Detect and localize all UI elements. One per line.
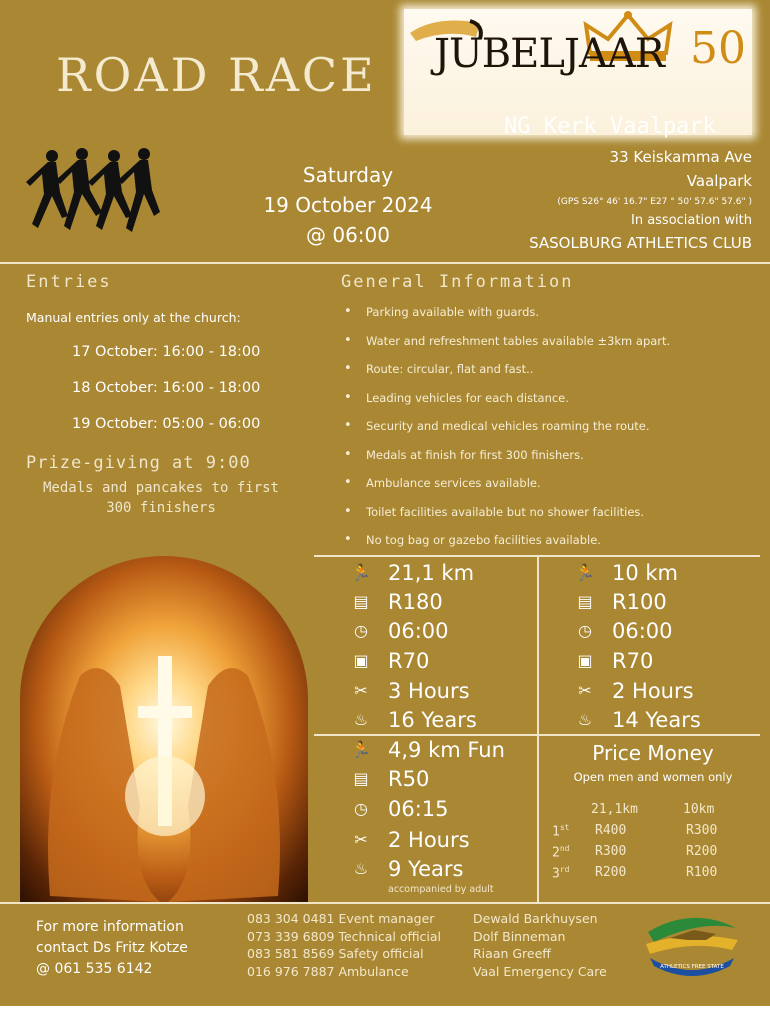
- entries-note: Manual entries only at the church:: [26, 310, 241, 325]
- price-cell: R300: [595, 844, 627, 859]
- event-day: Saturday: [302, 163, 394, 187]
- list-item: • No tog bag or gazebo facilities available.: [344, 526, 670, 555]
- phone-line: 083 304 0481 Event manager: [247, 911, 435, 926]
- list-item: • Toilet facilities available but no shower facilities.: [344, 498, 670, 527]
- contact-name: Vaal Emergency Care: [473, 963, 607, 979]
- general-info-heading: General Information: [341, 272, 574, 292]
- flyer: ROAD RACE JUBELJAAR 50 NG Kerk Vaalpark Saturday 19 October 2024 @ 06:00 33 Keiskamma Ave Vaalpark (GPS S26° 46' 16.7" E27 ° 50' 57.6" 57.6" ) In association with SASOLBURG ATHLETICS CLUB Entries Manual entries only at the church: 17 October: 16:00 - 18:00 18 October: 16:00 - 18:00 19 October: 05:00 - 06:00 Prize-giving at 9:00 Medals and pancakes to first 300 finishers General Information • Parking available with guards. • Water and refreshment tables available ±3km apart. • Route: circular, flat and fast.. • Leading vehicles for each distance. • Security and medical vehicles roaming the route. • Medals at finish for first 300 finishers. • Ambulance services available. • Toilet facilities available but no shower facilities. • No tog bag or gazebo facilities available. 🏃 21,1 km ▤ R180 ◷ 06:00 ▣ R70 ✂ 3 Hours ♨ 16 Years 🏃 10 km ▤ R100 ◷ 06:00 ▣ R70 ✂ 2 Hours ♨ 14 Years 🏃 4,9 km Fun ▤ R50 ◷ 06:15 ✂ 2 Hours ♨ 9 Years accompanied by adult Price Money Open men and women only 21,1km 10km 1st R400 R300 2nd R300 R200 3rd R200 R100 For more information contact Ds Fritz Kotze @ 061 535 6142 083 304 0481 Event manager 073 339 6809 Technical official 083 581 8569 Safety official 016 976 7887 Ambulance Dewald Barkhuysen Dolf Binneman Riaan Greeff Vaal Emergency Care ATHLETICS FREE STATE: [0, 0, 770, 1006]
- entry-slot: 18 October: 16:00 - 18:00: [72, 380, 261, 396]
- price-column-header: 10km: [683, 802, 715, 817]
- place-label: 1st: [552, 823, 570, 840]
- scissors-icon: ✂: [578, 681, 592, 700]
- general-info-list: [344, 298, 670, 555]
- page-title: ROAD RACE: [56, 48, 377, 102]
- scissors-icon: ✂: [354, 681, 368, 700]
- prize-line: Medals and pancakes to first: [42, 480, 279, 496]
- license-icon: ▣: [577, 651, 593, 670]
- money-icon: ▤: [353, 769, 369, 788]
- price-cell: R400: [595, 823, 627, 838]
- address-block: [529, 145, 752, 255]
- prize-giving-text: [26, 478, 296, 518]
- logo-number: 50: [690, 23, 746, 74]
- scissors-icon: ✂: [354, 830, 368, 849]
- event-date: 19 October 2024: [263, 193, 433, 217]
- list-item: • Ambulance services available.: [344, 469, 670, 498]
- price-money-subheading: Open men and women only: [573, 770, 733, 784]
- phone-line: 016 976 7887 Ambulance: [247, 963, 409, 979]
- list-item: • Route: circular, flat and fast..: [344, 355, 670, 384]
- praying-hands-image: [20, 556, 308, 902]
- badge-text: ATHLETICS FREE STATE: [660, 964, 724, 970]
- contact-line: @ 061 535 6142: [36, 961, 153, 977]
- runner-icon: 🏃: [575, 563, 595, 582]
- contact-info: [36, 917, 188, 980]
- association-text: In association with: [630, 213, 752, 228]
- price-cell: R200: [686, 844, 718, 859]
- price-cell: R100: [686, 865, 718, 880]
- prize-line: 300 finishers: [106, 500, 216, 516]
- money-icon: ▤: [577, 592, 593, 611]
- birthday-cake-icon: ♨: [353, 710, 369, 729]
- birthday-cake-icon: ♨: [353, 859, 369, 878]
- price-cell: R300: [686, 823, 718, 838]
- place-label: 2nd: [552, 844, 570, 861]
- logo-word: JUBELJAAR: [434, 31, 664, 77]
- prize-giving-heading: Prize-giving at 9:00: [26, 453, 251, 473]
- birthday-cake-icon: ♨: [577, 710, 593, 729]
- runners-silhouette: [22, 146, 162, 246]
- address-street: 33 Keiskamma Ave: [609, 148, 752, 166]
- license-icon: ▣: [353, 651, 369, 670]
- place-label: 3rd: [552, 865, 570, 882]
- clock-icon: ◷: [578, 621, 592, 640]
- address-gps: (GPS S26° 46' 16.7" E27 ° 50' 57.6" 57.6" ): [557, 197, 752, 207]
- list-item: • Security and medical vehicles roaming the route.: [344, 412, 670, 441]
- contact-names: [473, 910, 607, 980]
- list-item: • Medals at finish for first 300 finishers.: [344, 441, 670, 470]
- entry-slot: 17 October: 16:00 - 18:00: [72, 344, 261, 360]
- price-cell: R200: [595, 865, 627, 880]
- contact-name: Dolf Binneman: [473, 928, 566, 944]
- event-time: @ 06:00: [306, 223, 390, 247]
- divider: [0, 902, 770, 904]
- event-date-block: [240, 160, 456, 250]
- clock-icon: ◷: [354, 799, 368, 818]
- clock-icon: ◷: [354, 621, 368, 640]
- race-note: accompanied by adult: [388, 884, 494, 895]
- list-item: • Leading vehicles for each distance.: [344, 384, 670, 413]
- entry-slot: 19 October: 05:00 - 06:00: [72, 416, 261, 432]
- divider: [537, 555, 539, 902]
- contact-line: contact Ds Fritz Kotze: [36, 940, 188, 956]
- athletics-free-state-logo: [640, 910, 744, 984]
- contact-line: For more information: [36, 919, 184, 935]
- runner-icon: 🏃: [351, 740, 371, 759]
- phone-line: 083 581 8569 Safety official: [247, 946, 424, 961]
- price-money-heading: Price Money: [592, 741, 714, 765]
- entries-heading: Entries: [26, 272, 112, 292]
- money-icon: ▤: [353, 592, 369, 611]
- divider: [0, 262, 770, 264]
- hands-cross-illustration: [20, 556, 308, 902]
- church-name: NG Kerk Vaalpark: [504, 114, 716, 139]
- contact-phones: [247, 910, 441, 980]
- list-item: • Water and refreshment tables available ±3km apart.: [344, 327, 670, 356]
- price-column-header: 21,1km: [591, 802, 638, 817]
- address-suburb: Vaalpark: [686, 172, 752, 190]
- contact-name: Riaan Greeff: [473, 946, 551, 961]
- list-item: • Parking available with guards.: [344, 298, 670, 327]
- phone-line: 073 339 6809 Technical official: [247, 928, 442, 944]
- runner-icon: 🏃: [351, 563, 371, 582]
- contact-name: Dewald Barkhuysen: [473, 911, 598, 926]
- club-name: SASOLBURG ATHLETICS CLUB: [529, 234, 752, 252]
